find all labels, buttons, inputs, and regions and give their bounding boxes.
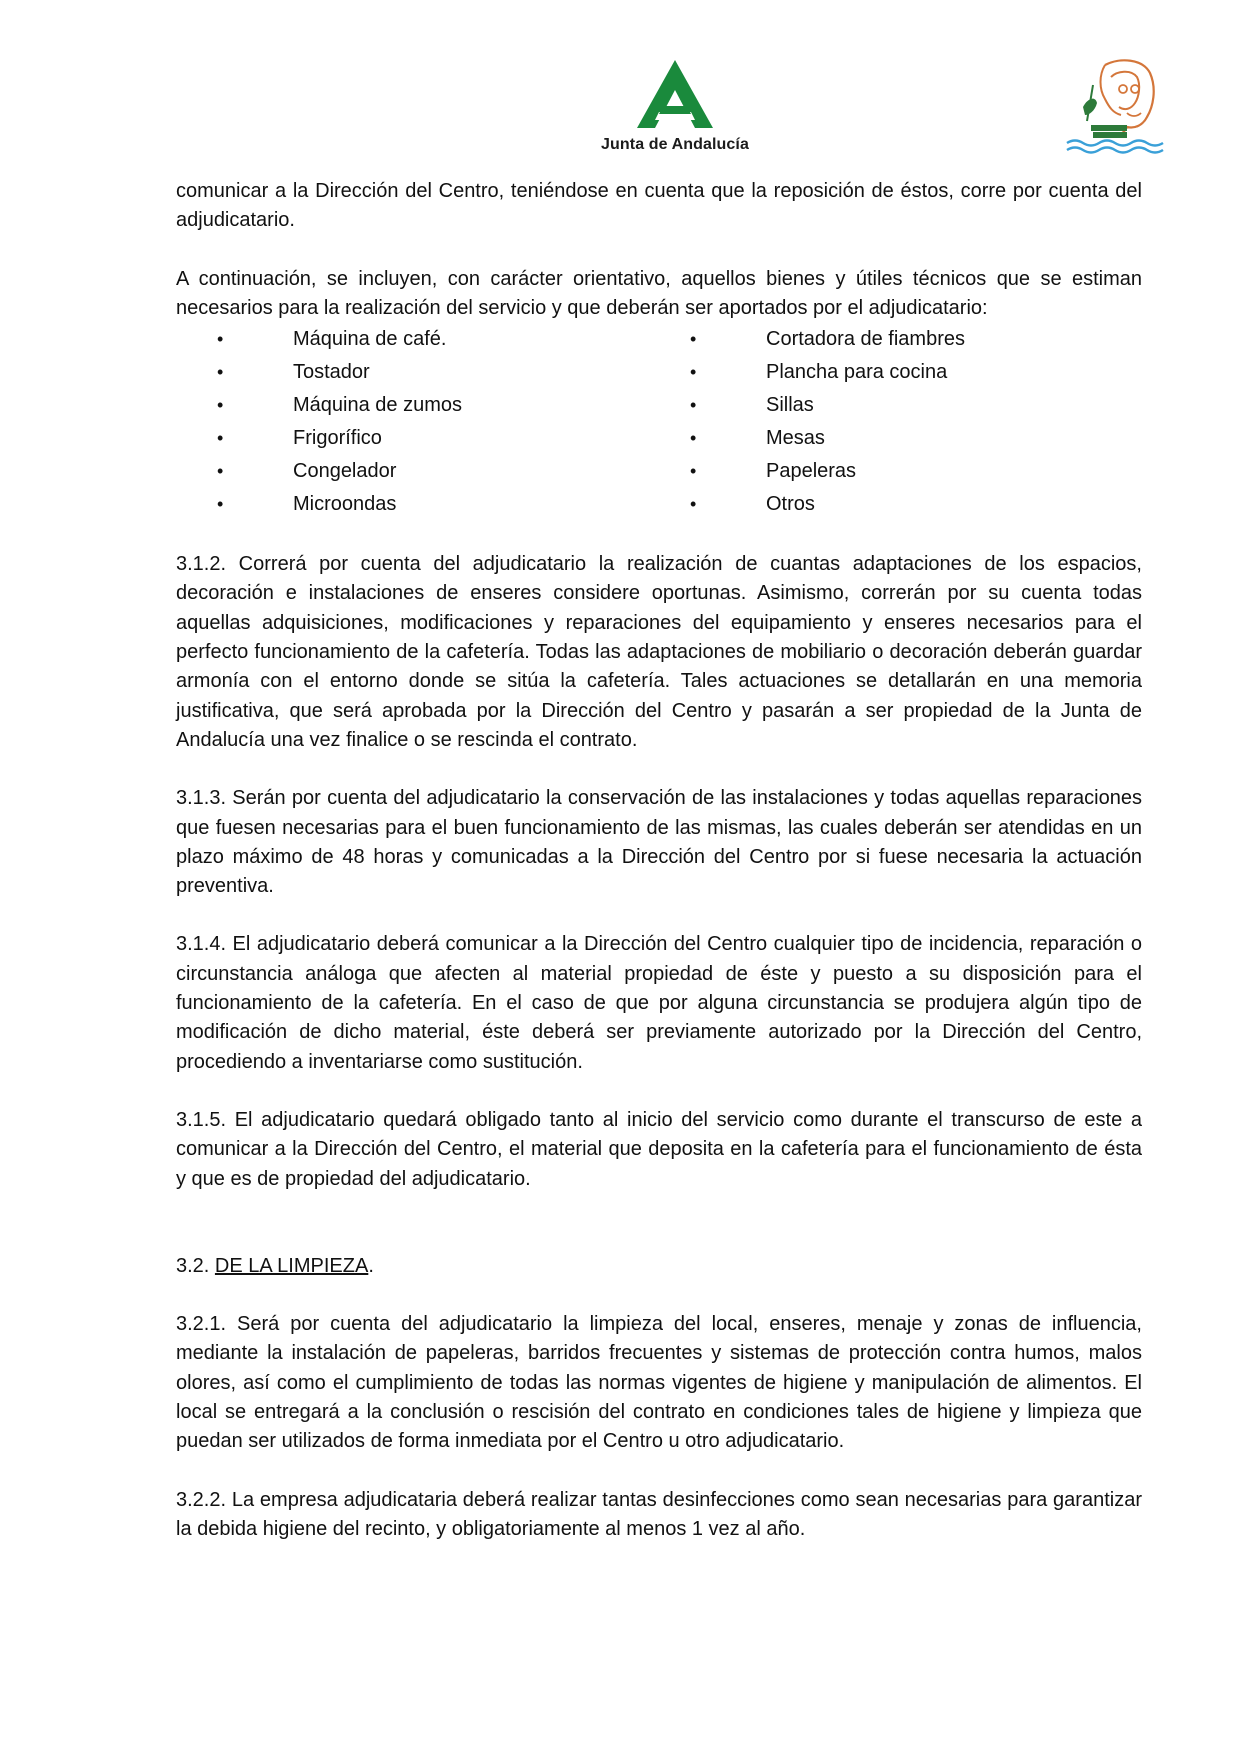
paragraph-3-2-2: 3.2.2. La empresa adjudicataria deberá realizar tantas desinfecciones como sean necesarias para garantizar la debida higiene del recinto, y obligatoriamente al menos 1 vez al año. [176, 1488, 1142, 1540]
list-item: • Tostador [176, 356, 656, 389]
list-item: • Congelador [176, 455, 656, 488]
paragraph-3-1-2: 3.1.2. Correrá por cuenta del adjudicatario la realización de cuantas adaptaciones de los espacios, decoración e instalaciones de enseres considere oportunas. Asimismo, correrán por su cuenta todas aquellas adquisiciones, modificaciones y reparaciones del equipamiento y enseres necesarios para el perfecto funcionamiento de la cafetería. Todas las adaptaciones de mobiliario o decoración deberán guardar armonía con el entorno donde se sitúa la cafetería. Tales actuaciones se detallarán en una memoria justificativa, que será aprobada por la Dirección del Centro y pasarán a ser propiedad de la Junta de Andalucía una vez finalice o se rescinda el contrato. [176, 553, 1142, 751]
equipment-list [176, 323, 1142, 521]
paragraph-3-1-4: 3.1.4. El adjudicatario deberá comunicar a la Dirección del Centro cualquier tipo de incidencia, reparación o circunstancia análoga que afecten al material propiedad de éste y puesto a su disposición para el funcionamiento de la cafetería. En el caso de que por alguna circunstancia se produjera algún tipo de modificación de dicho material, éste deberá ser previamente autorizado por la Dirección del Centro, procediendo a inventariarse como sustitución. [176, 933, 1142, 1073]
bullet-icon: • [217, 362, 224, 383]
equipment-list-right [656, 323, 1136, 521]
list-item: • Máquina de café. [176, 323, 656, 356]
junta-emblem-icon [635, 58, 715, 130]
list-item: • Papeleras [656, 455, 1136, 488]
list-item: • Sillas [656, 389, 1136, 422]
paragraph-3-1-3: 3.1.3. Serán por cuenta del adjudicatario la conservación de las instalaciones y todas aquellas reparaciones que fuesen necesarias para el buen funcionamiento de las mismas, las cuales deberán ser atendidas en un plazo máximo de 48 horas y comunicadas a la Dirección del Centro por si fuese necesaria la actuación preventiva. [176, 787, 1142, 898]
logo-caption: Junta de Andalucía [601, 136, 749, 153]
list-item: • Máquina de zumos [176, 389, 656, 422]
bullet-icon: • [690, 395, 697, 416]
paragraph-3-1-5: 3.1.5. El adjudicatario quedará obligado tanto al inicio del servicio como durante el transcurso de este a comunicar a la Dirección del Centro, el material que deposita en la cafetería para el funcionamiento de ésta y que es de propiedad del adjudicatario. [176, 1108, 1142, 1190]
bullet-icon: • [690, 428, 697, 449]
school-emblem-icon [1065, 55, 1165, 165]
section-heading-3-2: 3.2. DE LA LIMPIEZA. [176, 1254, 374, 1277]
bullet-icon: • [690, 329, 697, 350]
bullet-icon: • [690, 494, 697, 515]
document-body [176, 177, 1142, 1544]
list-item: • Cortadora de fiambres [656, 323, 1136, 356]
school-logo [1065, 55, 1165, 165]
list-item: • Otros [656, 488, 1136, 521]
section-title: DE LA LIMPIEZA [214, 1254, 369, 1277]
bullet-icon: • [217, 329, 224, 350]
bullet-icon: • [217, 395, 224, 416]
paragraph-intro: comunicar a la Dirección del Centro, teniéndose en cuenta que la reposición de éstos, corre por cuenta del adjudicatario. [176, 180, 1142, 232]
bullet-icon: • [690, 461, 697, 482]
list-item: • Mesas [656, 422, 1136, 455]
junta-de-andalucia-logo [580, 58, 770, 168]
equipment-list-left [176, 323, 656, 521]
bullet-icon: • [217, 494, 224, 515]
bullet-icon: • [690, 362, 697, 383]
paragraph-equipment-intro: A continuación, se incluyen, con carácter orientativo, aquellos bienes y útiles técnicos que se estiman necesarios para la realización del servicio y que deberán ser aportados por el adjudicatario: [176, 267, 1142, 319]
page-header [0, 0, 1242, 170]
bullet-icon: • [217, 461, 224, 482]
list-item: • Plancha para cocina [656, 356, 1136, 389]
list-item: • Frigorífico [176, 422, 656, 455]
paragraph-3-2-1: 3.2.1. Será por cuenta del adjudicatario la limpieza del local, enseres, menaje y zonas de influencia, mediante la instalación de papeleras, barridos frecuentes y sistemas de protección contra humos, malos olores, así como el cumplimiento de todas las normas vigentes de higiene y manipulación de alimentos. El local se entregará a la conclusión o rescisión del contrato en condiciones tales de higiene y limpieza que puedan ser utilizados de forma inmediata por el Centro u otro adjudicatario. [176, 1313, 1142, 1453]
list-item: • Microondas [176, 488, 656, 521]
bullet-icon: • [217, 428, 224, 449]
